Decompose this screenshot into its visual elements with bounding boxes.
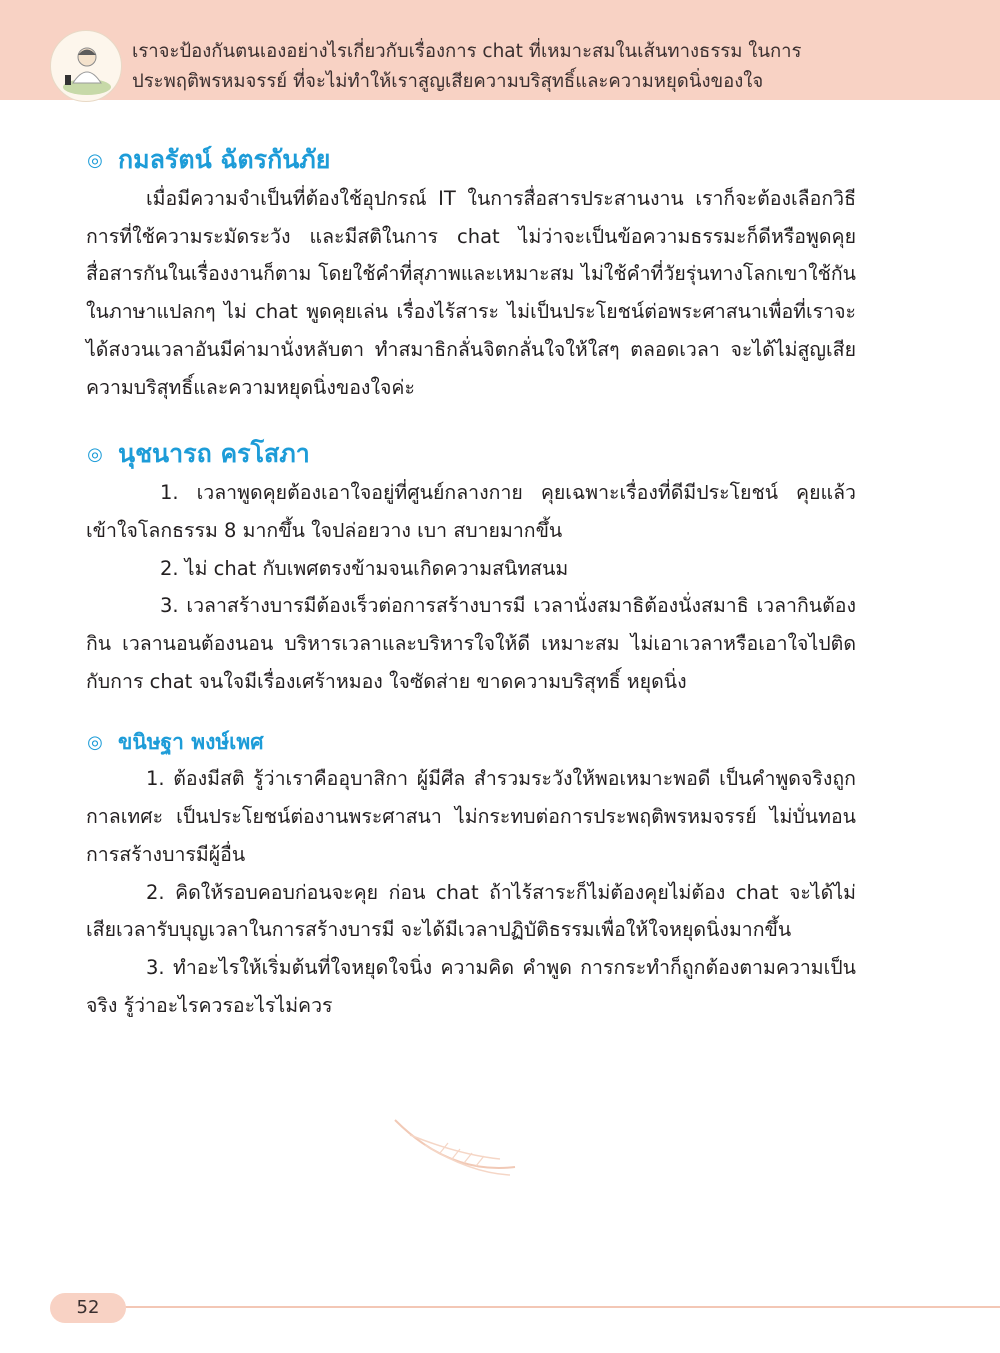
paragraph: 3. เวลาสร้างบารมีต้องเร็วต่อการสร้างบารมี เวลานั่งสมาธิต้องนั่งสมาธิ เวลากินต้องกิน เวลานอนต้องนอน บริหารเวลาและบริหารใจให้ดี เหมาะสม ไม่เอาเวลาหรือเอาใจไปติดกับการ chat จนใจมีเรื่องเศร้าหมอง ใจซัดส่าย ขาดความบริสุทธิ์ หยุดนิ่ง (86, 594, 856, 693)
title-line-2: ประพฤติพรหมจรรย์ ที่จะไม่ทำให้เราสูญเสียความบริสุทธิ์และความหยุดนิ่งของใจ (132, 71, 764, 92)
main-content (86, 140, 856, 1024)
section-heading (86, 140, 856, 180)
paragraph: 1. เวลาพูดคุยต้องเอาใจอยู่ที่ศูนย์กลางกาย คุยเฉพาะเรื่องที่ดีมีประโยชน์ คุยแล้วเข้าใจโลกธรรม 8 มากขึ้น ใจปล่อยวาง เบา สบายมากขึ้น (86, 481, 856, 542)
bullet-icon: ◎ (87, 443, 103, 465)
bullet-icon: ◎ (87, 731, 103, 753)
title-line-1: เราจะป้องกันตนเองอย่างไรเกี่ยวกับเรื่องการ chat ที่เหมาะสมในเส้นทางธรรม ในการ (132, 41, 802, 62)
page-header (0, 0, 1000, 100)
meditating-figure-icon (50, 30, 122, 102)
author-name: ขนิษฐา พงษ์เพศ (118, 729, 264, 754)
paragraph: 2. ไม่ chat กับเพศตรงข้ามจนเกิดความสนิทสนม (160, 556, 569, 580)
page-number: 52 (50, 1293, 126, 1323)
feather-icon (390, 1115, 520, 1185)
page-title (132, 37, 982, 97)
bullet-icon: ◎ (87, 149, 103, 171)
paragraph: 1. ต้องมีสติ รู้ว่าเราคืออุบาสิกา ผู้มีศีล สำรวมระวังให้พอเหมาะพอดี เป็นคำพูดจริงถูกกาลเทศะ เป็นประโยชน์ต่องานพระศาสนา ไม่กระทบต่อการประพฤติพรหมจรรย์ ไม่บั่นทอนการสร้างบารมีผู้อื่น (86, 767, 856, 866)
section-heading (86, 434, 856, 474)
section-heading (86, 724, 856, 760)
paragraph: เมื่อมีความจำเป็นที่ต้องใช้อุปกรณ์ IT ในการสื่อสารประสานงาน เราก็จะต้องเลือกวิธีการที่ใช้ความระมัดระวัง และมีสติในการ chat ไม่ว่าจะเป็นข้อความธรรมะก็ดีหรือพูดคุยสื่อสารกันในเรื่องงานก็ตาม โดยใช้คำที่สุภาพและเหมาะสม ไม่ใช้คำที่วัยรุ่นทางโลกเขาใช้กันในภาษาแปลกๆ ไม่ chat พูดคุยเล่น เรื่องไร้สาระ ไม่เป็นประโยชน์ต่อพระศาสนาเพื่อที่เราจะได้สงวนเวลาอันมีค่ามานั่งหลับตา ทำสมาธิกลั่นจิตกลั่นใจให้ใสๆ ตลอดเวลา จะได้ไม่สูญเสียความบริสุทธิ์และความหยุดนิ่งของใจค่ะ (86, 187, 856, 399)
paragraph: 2. คิดให้รอบคอบก่อนจะคุย ก่อน chat ถ้าไร้สาระก็ไม่ต้องคุยไม่ต้อง chat จะได้ไม่เสียเวลารับบุญเวลาในการสร้างบารมี จะได้มีเวลาปฏิบัติธรรมเพื่อให้ใจหยุดนิ่งมากขึ้น (86, 880, 856, 942)
author-name: นุชนารถ ครโสภา (118, 439, 310, 469)
paragraph: 3. ทำอะไรให้เริ่มต้นที่ใจหยุดใจนิ่ง ความคิด คำพูด การกระทำก็ถูกต้องตามความเป็นจริง รู้ว่าอะไรควรอะไรไม่ควร (86, 955, 856, 1017)
author-name: กมลรัตน์ ฉัตรกันภัย (118, 145, 331, 174)
footer-divider (110, 1306, 1000, 1308)
